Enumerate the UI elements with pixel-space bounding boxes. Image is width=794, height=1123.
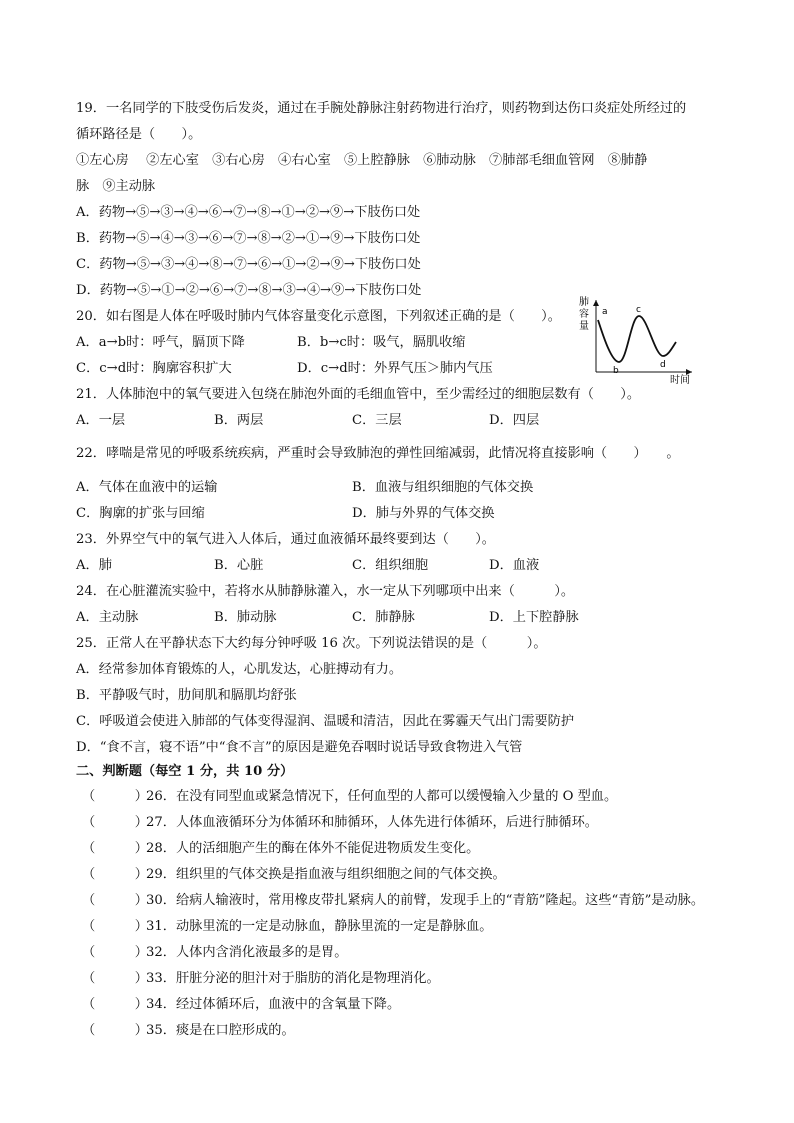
q20-option-b: B．b→c时：吸气，膈肌收缩 [297,335,466,350]
q24-stem: 24．在心脏灌流实验中，若将水从肺静脉灌入，水一定从下列哪项中出来（ ）。 [76,584,575,599]
q21-option-a: A．一层 [76,413,126,428]
q22-option-c: C．胸廓的扩张与回缩 [76,506,205,521]
lung-volume-graph [575,292,700,384]
q22-option-a: A．气体在血液中的运输 [76,480,218,495]
judge-row-33 [82,971,440,987]
q19-items-line1: ①左心房 ②左心室 ③右心房 ④右心室 ⑤上腔静脉 ⑥肺动脉 ⑦肺部毛细血管网 ⑧肺静 [76,153,648,168]
judge-text-27: 27．人体血液循环分为体循环和肺循环，人体先进行体循环，后进行肺循环。 [146,815,598,830]
q22-option-b: B．血液与组织细胞的气体交换 [352,480,534,495]
answer-blank[interactable]: （ ） [82,789,148,804]
q20-option-c: C．c→d时：胸廓容积扩大 [76,361,232,376]
q19-option-d: D．药物→⑤→①→②→⑥→⑦→⑧→③→④→⑨→下肢伤口处 [76,283,422,298]
q20-stem: 20．如右图是人体在呼吸时肺内气体容量变化示意图，下列叙述正确的是（ ）。 [76,309,561,324]
q21-option-b: B．两层 [214,413,264,428]
graph-point-d: d [660,360,666,370]
q25-stem: 25．正常人在平静状态下大约每分钟呼吸 16 次。下列说法错误的是（ ）。 [76,636,547,651]
judge-text-35: 35．痰是在口腔形成的。 [146,1023,295,1038]
judge-text-29: 29．组织里的气体交换是指血液与组织细胞之间的气体交换。 [146,867,506,882]
q19-option-c: C．药物→⑤→③→④→⑧→⑦→⑥→①→②→⑨→下肢伤口处 [76,257,421,272]
q24-option-b: B．肺动脉 [214,610,277,625]
judge-text-31: 31．动脉里流的一定是动脉血，静脉里流的一定是静脉血。 [146,919,493,934]
q23-stem: 23．外界空气中的氧气进入人体后，通过血液循环最终要到达（ ）。 [76,532,495,547]
judge-text-28: 28．人的活细胞产生的酶在体外不能促进物质发生变化。 [146,841,480,856]
q22-stem: 22．哮喘是常见的呼吸系统疾病，严重时会导致肺泡的弹性回缩减弱，此情况将直接影响（ ） 。 [76,446,680,461]
answer-blank[interactable]: （ ） [82,945,148,960]
judge-row-35 [82,1023,295,1039]
judge-text-30: 30．给病人输液时，常用橡皮带扎紧病人的前臂，发现手上的“青筋”隆起。这些“青筋”是动脉。 [146,893,705,908]
judge-text-34: 34．经过体循环后，血液中的含氧量下降。 [146,997,401,1012]
graph-point-a: a [602,307,608,317]
q21-option-c: C．三层 [352,413,402,428]
q23-option-a: A．肺 [76,558,112,573]
q20-option-d: D．c→d时：外界气压＞肺内气压 [297,361,493,376]
answer-blank[interactable]: （ ） [82,815,148,830]
judge-row-30 [82,893,705,909]
graph-xlabel: 时间 [670,375,690,384]
q19-items-line2: 脉 ⑨主动脉 [76,179,156,194]
graph-volume-curve [598,316,676,362]
section-2-title: 二、判断题（每空 1 分，共 10 分） [76,764,294,779]
q24-option-c: C．肺静脉 [352,610,415,625]
judge-row-31 [82,919,493,935]
answer-blank[interactable]: （ ） [82,971,148,986]
q19-option-b: B．药物→⑤→④→③→⑥→⑦→⑧→②→①→⑨→下肢伤口处 [76,231,421,246]
q22-option-d: D．肺与外界的气体交换 [352,506,495,521]
graph-ylabel-1: 肺 [579,297,589,308]
q25-option-c: C．呼吸道会使进入肺部的气体变得湿润、温暖和清洁，因此在雾霾天气出门需要防护 [76,714,575,729]
judge-row-34 [82,997,401,1013]
q25-option-d: D．“食不言，寝不语”中“食不言”的原因是避免吞咽时说话导致食物进入气管 [76,740,523,755]
answer-blank[interactable]: （ ） [82,1023,148,1038]
answer-blank[interactable]: （ ） [82,919,148,934]
q23-option-c: C．组织细胞 [352,558,429,573]
q23-option-d: D．血液 [489,558,540,573]
q24-option-a: A．主动脉 [76,610,139,625]
answer-blank[interactable]: （ ） [82,997,148,1012]
graph-y-arrow [593,300,599,306]
q19-stem-line1: 19．一名同学的下肢受伤后发炎，通过在手腕处静脉注射药物进行治疗，则药物到达伤口炎症处所经过的 [76,101,687,116]
judge-row-29 [82,867,506,883]
graph-point-b: b [613,366,619,376]
q23-option-b: B．心脏 [214,558,264,573]
q20-option-a: A．a→b时：呼气，膈顶下降 [76,335,245,350]
q25-option-b: B．平静吸气时，肋间肌和膈肌均舒张 [76,688,297,703]
judge-row-32 [82,945,348,961]
graph-point-c: c [636,305,641,315]
q24-option-d: D．上下腔静脉 [489,610,579,625]
answer-blank[interactable]: （ ） [82,841,148,856]
judge-text-26: 26．在没有同型血或紧急情况下，任何血型的人都可以缓慢输入少量的 O 型血。 [146,789,618,804]
q19-stem-line2: 循环路径是（ ）。 [76,127,202,142]
q19-option-a: A．药物→⑤→③→④→⑥→⑦→⑧→①→②→⑨→下肢伤口处 [76,205,421,220]
q25-option-a: A．经常参加体育锻炼的人，心肌发达，心脏搏动有力。 [76,662,403,677]
judge-text-32: 32．人体内含消化液最多的是胃。 [146,945,348,960]
answer-blank[interactable]: （ ） [82,867,148,882]
q21-stem: 21．人体肺泡中的氧气要进入包绕在肺泡外面的毛细血管中，至少需经过的细胞层数有（ ）。 [76,387,641,402]
graph-ylabel-2: 容 [579,309,589,320]
judge-text-33: 33．肝脏分泌的胆汁对于脂肪的消化是物理消化。 [146,971,440,986]
graph-ylabel-3: 量 [579,321,589,332]
q21-option-d: D．四层 [489,413,540,428]
judge-row-26 [82,789,618,805]
answer-blank[interactable]: （ ） [82,893,148,908]
judge-row-28 [82,841,480,857]
judge-row-27 [82,815,598,831]
